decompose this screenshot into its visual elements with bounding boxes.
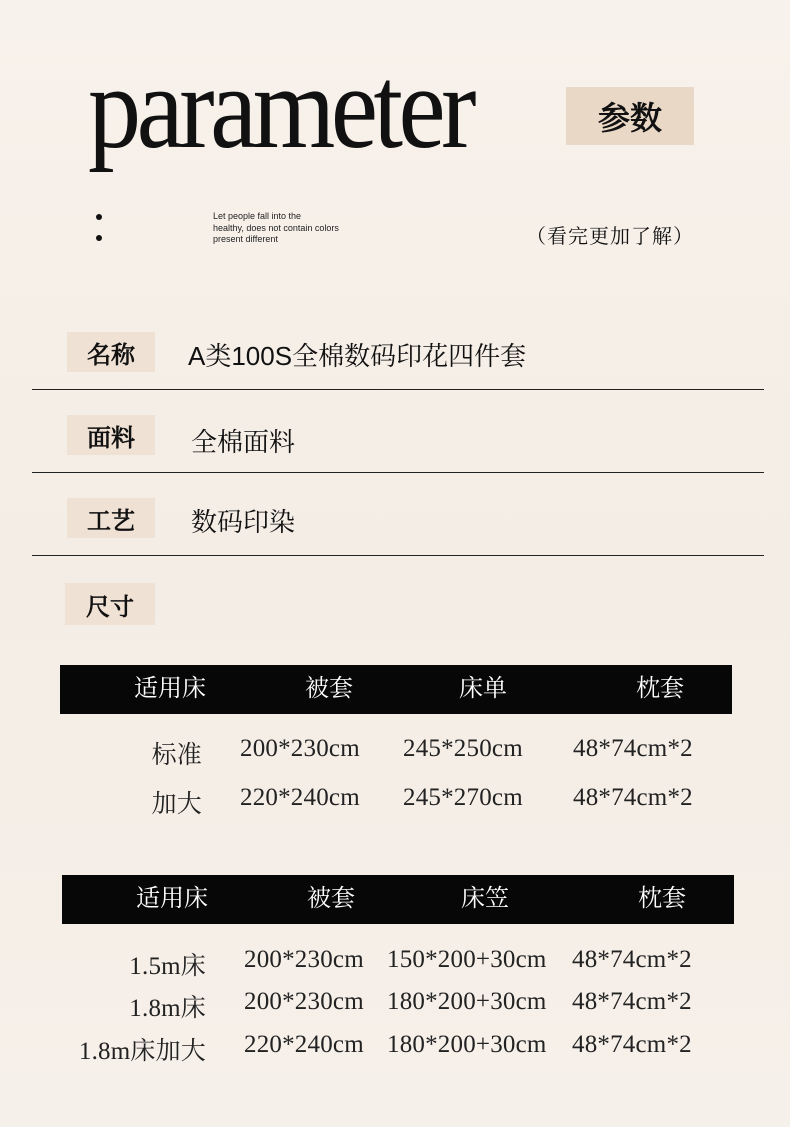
table-cell-bed: 1.8m床加大 [78,1038,206,1065]
spec-label-fabric: 面料 [67,415,155,455]
table-row [0,1031,790,1066]
table-row [0,784,790,819]
table-cell-pillowcase: 48*74cm*2 [572,946,692,973]
table-row [0,735,790,770]
table-cell-duvet: 200*230cm [244,946,364,973]
spec-label-craft: 工艺 [67,498,155,538]
table-cell-duvet: 220*240cm [240,784,360,811]
spec-value-fabric: 全棉面料 [191,427,296,457]
divider [32,389,764,390]
table-cell-bed: 1.5m床 [129,953,206,980]
table-cell-bed: 标准 [151,742,202,769]
colon-dot-top [96,214,102,220]
size-table-1-header [60,665,732,714]
table-cell-bed: 1.8m床 [129,995,206,1022]
table-cell-sheet: 245*270cm [403,784,523,811]
table-row [0,946,790,981]
table-cell-bed: 加大 [151,791,202,818]
column-header-bed: 适用床 [136,886,208,912]
spec-label-size: 尺寸 [65,583,155,625]
colon-dot-bottom [96,235,102,241]
divider [32,472,764,473]
table-cell-sheet: 245*250cm [403,735,523,762]
table-row [0,988,790,1023]
table-cell-duvet: 220*240cm [244,1031,364,1058]
read-more-note: （看完更加了解） [526,226,694,248]
tagline-line-3: present different [213,234,278,244]
column-header-bed: 适用床 [134,676,206,702]
table-cell-duvet: 200*230cm [244,988,364,1015]
tagline-line-2: healthy, does not contain colors [213,222,339,233]
table-cell-pillowcase: 48*74cm*2 [572,988,692,1015]
column-header-duvet: 被套 [307,886,355,912]
column-header-sheet: 床单 [459,676,507,702]
size-table-2-header [62,875,734,924]
tagline-line-1: Let people fall into the [213,211,302,221]
page-title: parameter [88,42,472,173]
column-header-pillowcase: 枕套 [638,886,686,912]
tagline [213,211,383,246]
divider [32,555,764,556]
table-cell-fitted-sheet: 150*200+30cm [387,946,547,973]
table-cell-pillowcase: 48*74cm*2 [573,735,693,762]
column-header-pillowcase: 枕套 [636,676,684,702]
table-cell-fitted-sheet: 180*200+30cm [387,988,547,1015]
column-header-fitted-sheet: 床笠 [461,886,509,912]
table-cell-pillowcase: 48*74cm*2 [573,784,693,811]
spec-label-name: 名称 [67,332,155,372]
table-cell-duvet: 200*230cm [240,735,360,762]
column-header-duvet: 被套 [305,676,353,702]
table-cell-pillowcase: 48*74cm*2 [572,1031,692,1058]
spec-value-craft: 数码印染 [191,507,296,537]
table-cell-fitted-sheet: 180*200+30cm [387,1031,547,1058]
spec-value-name: A类100S全棉数码印花四件套 [188,341,527,371]
title-badge: 参数 [566,87,694,145]
